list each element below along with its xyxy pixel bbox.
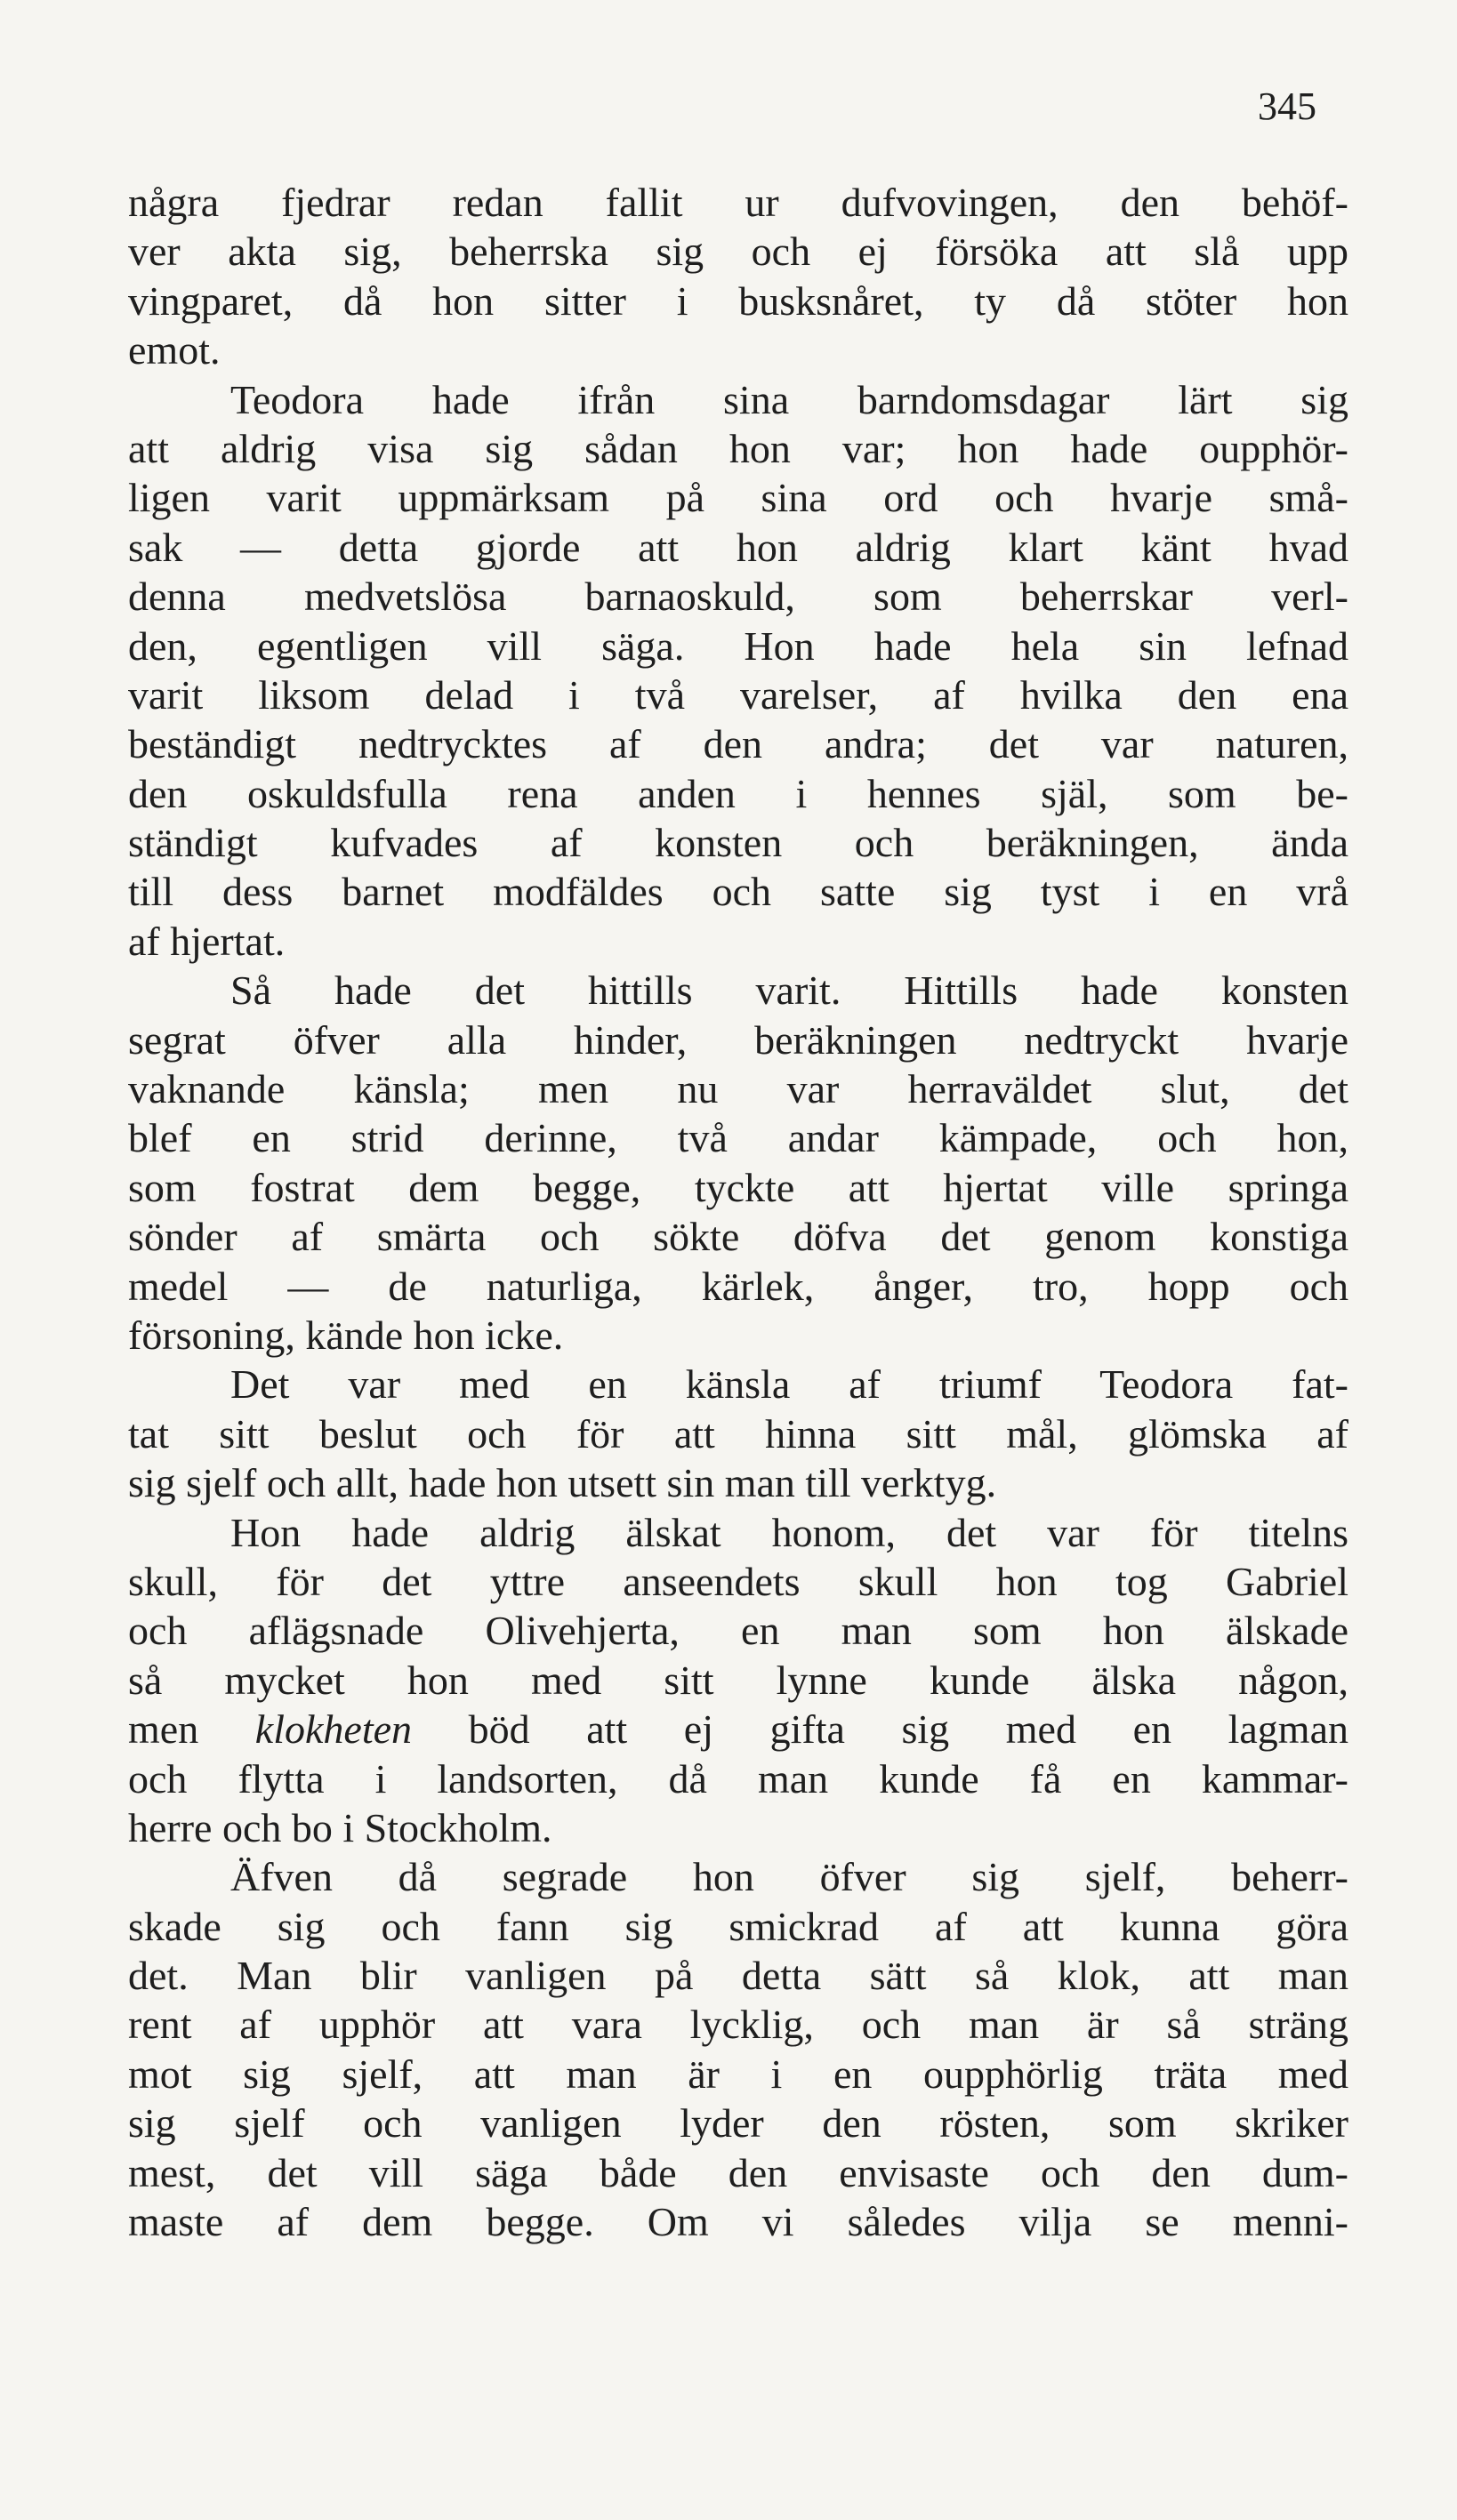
text-line: och aflägsnade Olivehjerta, en man som hon älskade bbox=[128, 1608, 1348, 1654]
text-line: ständigt kufvades af konsten och beräkningen, ända bbox=[128, 820, 1348, 866]
text-line: Äfven då segrade hon öfver sig sjelf, beherr- bbox=[230, 1854, 1348, 1900]
text-line: sönder af smärta och sökte döfva det genom konstiga bbox=[128, 1214, 1348, 1260]
text-line: mot sig sjelf, att man är i en oupphörlig träta med bbox=[128, 2051, 1348, 2097]
text-line: sig sjelf och vanligen lyder den rösten, som skriker bbox=[128, 2100, 1348, 2147]
text-line: mest, det vill säga både den envisaste och den dum- bbox=[128, 2149, 1348, 2195]
text-line: maste af dem begge. Om vi således vilja se menni- bbox=[128, 2199, 1348, 2245]
text-line: medel — de naturliga, kärlek, ånger, tro, hopp och bbox=[128, 1263, 1348, 1309]
page-number: 345 bbox=[1258, 84, 1316, 128]
italic-word: klokheten bbox=[254, 1706, 413, 1753]
text-line: så mycket hon med sitt lynne kunde älska någon, bbox=[128, 1657, 1348, 1703]
text-line: rent af upphör att vara lycklig, och man är så sträng bbox=[128, 2002, 1348, 2048]
text-line: ver akta sig, beherrska sig och ej försöka att slå upp bbox=[128, 229, 1348, 275]
text-line: vaknande känsla; men nu var herraväldet slut, det bbox=[128, 1066, 1348, 1112]
text-line bbox=[128, 1705, 1348, 1754]
text-segment: men bbox=[128, 1706, 255, 1753]
text-line: det. Man blir vanligen på detta sätt så klok, att man bbox=[128, 1953, 1348, 1999]
text-line: blef en strid derinne, två andar kämpade, och hon, bbox=[128, 1115, 1348, 1161]
text-line: Hon hade aldrig älskat honom, det var för titelns bbox=[230, 1509, 1348, 1555]
text-line: försoning, kände hon icke. bbox=[128, 1312, 564, 1358]
text-line: af hjertat. bbox=[128, 918, 286, 964]
text-line: Det var med en känsla af triumf Teodora fat- bbox=[230, 1361, 1348, 1408]
text-line: vingparet, då hon sitter i busksnåret, ty då stöter hon bbox=[128, 277, 1348, 324]
text-line: beständigt nedtrycktes af den andra; det var naturen, bbox=[128, 721, 1348, 767]
text-line: sig sjelf och allt, hade hon utsett sin man till verktyg. bbox=[128, 1460, 997, 1506]
text-line: den oskuldsfulla rena anden i hennes själ, som be- bbox=[128, 770, 1348, 816]
text-line: varit liksom delad i två varelser, af hvilka den ena bbox=[128, 671, 1348, 718]
text-line: Teodora hade ifrån sina barndomsdagar lärt sig bbox=[230, 376, 1348, 422]
body-text bbox=[128, 178, 1348, 2246]
text-line: att aldrig visa sig sådan hon var; hon hade oupphör- bbox=[128, 425, 1348, 471]
text-line: den, egentligen vill säga. Hon hade hela sin lefnad bbox=[128, 622, 1348, 669]
text-segment: böd att ej gifta sig med en lagman bbox=[412, 1706, 1348, 1753]
text-line: segrat öfver alla hinder, beräkningen nedtryckt hvarje bbox=[128, 1016, 1348, 1063]
text-line: sak — detta gjorde att hon aldrig klart känt hvad bbox=[128, 524, 1348, 570]
text-line: skull, för det yttre anseendets skull hon tog Gabriel bbox=[128, 1558, 1348, 1604]
text-line: skade sig och fann sig smickrad af att kunna göra bbox=[128, 1903, 1348, 1949]
text-line: ligen varit uppmärksam på sina ord och hvarje små- bbox=[128, 475, 1348, 521]
text-line: till dess barnet modfäldes och satte sig tyst i en vrå bbox=[128, 869, 1348, 915]
text-line: emot. bbox=[128, 327, 221, 373]
text-line: som fostrat dem begge, tyckte att hjertat ville springa bbox=[128, 1164, 1348, 1210]
text-line: och flytta i landsorten, då man kunde få en kammar- bbox=[128, 1755, 1348, 1802]
text-line: denna medvetslösa barnaoskuld, som beherrskar verl- bbox=[128, 574, 1348, 620]
text-line: tat sitt beslut och för att hinna sitt mål, glömska af bbox=[128, 1410, 1348, 1457]
text-line: herre och bo i Stockholm. bbox=[128, 1804, 552, 1850]
text-line: Så hade det hittills varit. Hittills hade konsten bbox=[230, 967, 1348, 1014]
text-line: några fjedrar redan fallit ur dufvovingen, den behöf- bbox=[128, 180, 1348, 225]
